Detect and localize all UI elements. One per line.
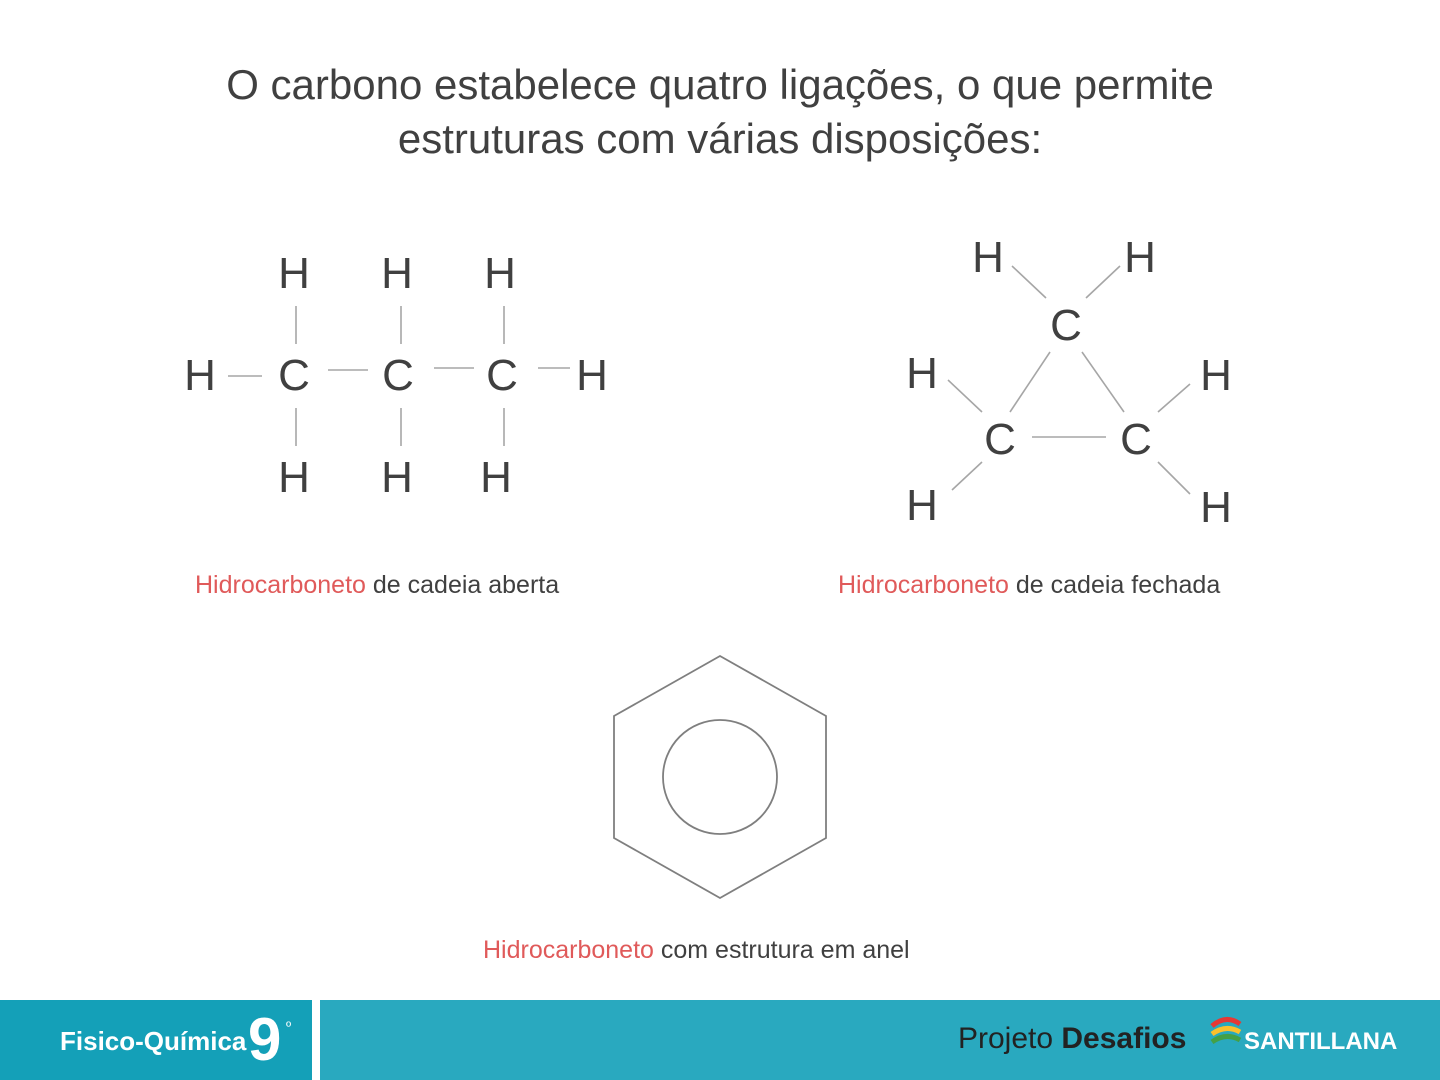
title-line-1: O carbono estabelece quatro ligações, o que permite xyxy=(226,61,1214,108)
ring-hexagon xyxy=(614,656,826,898)
atom-h-top-3: H xyxy=(484,249,516,298)
project-brand xyxy=(958,1022,1186,1056)
grade-mark: º xyxy=(286,1018,292,1034)
bond-closed-ctop-htl xyxy=(1012,266,1046,298)
caption-open-rest: de cadeia aberta xyxy=(365,571,560,599)
caption-open-highlight: Hidrocarboneto xyxy=(195,571,366,599)
subject-label: Fisico-Química xyxy=(60,1026,247,1056)
atom-c-top: C xyxy=(1050,301,1082,350)
atom-h-bottom-1: H xyxy=(278,453,310,502)
bond-closed-cleft-hml xyxy=(948,380,982,412)
atom-c-2: C xyxy=(382,351,414,400)
atom-h-top-right: H xyxy=(1124,233,1156,282)
atom-h-bottom-2: H xyxy=(381,453,413,502)
caption-ring-rest: com estrutura em anel xyxy=(653,936,910,964)
bond-closed-cleft-hbl xyxy=(952,462,982,490)
publisher-name: SANTILLANA xyxy=(1244,1028,1398,1055)
atom-h-mid-left: H xyxy=(906,349,938,398)
grade-number: 9 xyxy=(248,1006,282,1073)
bond-closed-cright-hmr xyxy=(1158,384,1190,412)
atom-c-right: C xyxy=(1120,415,1152,464)
title-line-2: estruturas com várias disposições: xyxy=(397,115,1043,162)
atom-h-top-2: H xyxy=(381,249,413,298)
atom-c-left: C xyxy=(984,415,1016,464)
caption-ring xyxy=(483,935,910,965)
brand-bold: Desafios xyxy=(1061,1022,1187,1055)
bond-closed-cright-hbr xyxy=(1158,462,1190,494)
atom-h-left: H xyxy=(184,351,216,400)
bond-closed-ctop-cleft xyxy=(1010,352,1050,412)
footer-divider xyxy=(312,1000,320,1080)
atom-h-top-left: H xyxy=(972,233,1004,282)
atom-h-mid-right: H xyxy=(1200,351,1232,400)
brand-light: Projeto xyxy=(958,1022,1062,1055)
santillana-logo-icon xyxy=(1208,1014,1244,1050)
footer-subject-panel xyxy=(0,1000,312,1080)
atom-c-1: C xyxy=(278,351,310,400)
caption-ring-highlight: Hidrocarboneto xyxy=(483,936,654,964)
bond-closed-ctop-cright xyxy=(1082,352,1124,412)
atom-h-top-1: H xyxy=(278,249,310,298)
atom-c-3: C xyxy=(486,351,518,400)
caption-closed-highlight: Hidrocarboneto xyxy=(838,571,1009,599)
bond-closed-ctop-htr xyxy=(1086,266,1120,298)
caption-closed-chain xyxy=(838,570,1220,600)
atom-h-right: H xyxy=(576,351,608,400)
atom-h-bottom-right: H xyxy=(1200,483,1232,532)
caption-open-chain xyxy=(195,570,559,600)
footer-bar xyxy=(0,1000,1440,1080)
ring-circle xyxy=(663,720,777,834)
atom-h-bottom-3: H xyxy=(480,453,512,502)
caption-closed-rest: de cadeia fechada xyxy=(1008,571,1221,599)
atom-h-bottom-left: H xyxy=(906,481,938,530)
